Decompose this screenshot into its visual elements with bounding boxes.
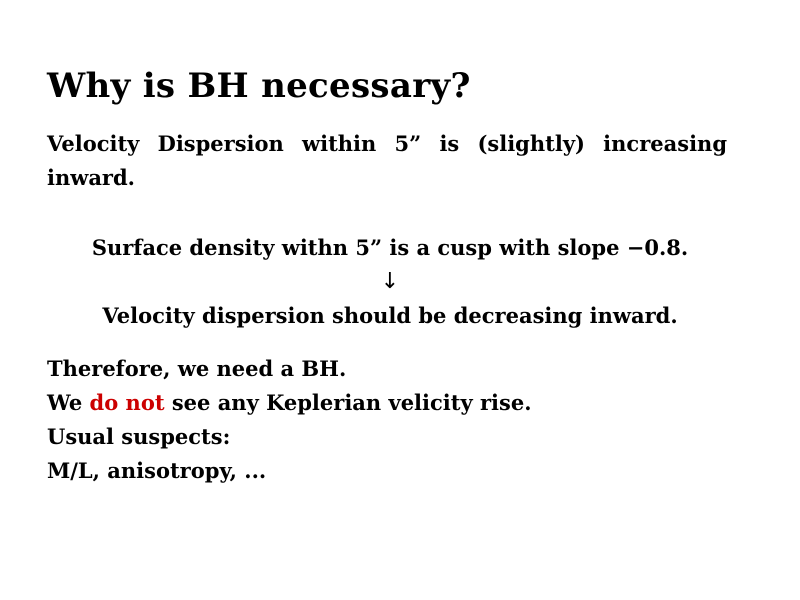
velocity-dispersion-paragraph: Velocity Dispersion within 5” is (slightly) increasing inward.	[47, 131, 727, 190]
keplerian-suffix: see any Keplerian velicity rise.	[164, 390, 532, 415]
conclusion-line-bh: Therefore, we need a BH.	[47, 356, 347, 381]
do-not-highlight: do not	[89, 390, 165, 415]
conclusion-line-list: M/L, anisotropy, ...	[47, 458, 267, 483]
centered-argument	[40, 231, 740, 333]
conclusion-paragraph	[47, 352, 727, 488]
dispersion-expectation-line: Velocity dispersion should be decreasing inward.	[102, 303, 678, 328]
slide-title: Why is BH necessary?	[47, 66, 471, 106]
down-arrow-icon: ↓	[380, 269, 400, 294]
surface-density-line: Surface density withn 5” is a cusp with slope −0.8.	[91, 235, 689, 260]
conclusion-line-suspects: Usual suspects:	[47, 424, 231, 449]
keplerian-prefix: We	[47, 390, 90, 415]
conclusion-line-keplerian	[47, 386, 727, 420]
